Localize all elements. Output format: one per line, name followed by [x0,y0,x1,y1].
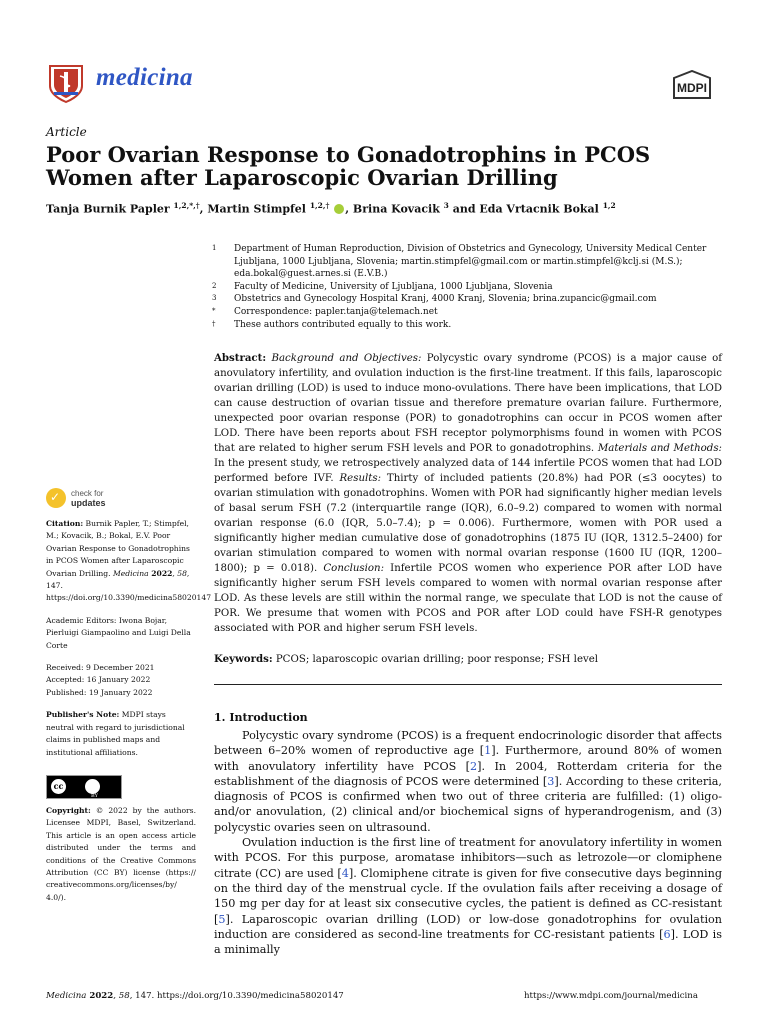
abstract-section-label: Materials and Methods: [597,443,722,454]
affiliation-item [210,293,730,306]
paragraph-text: ]. Clomiphene citrate is given for five consecutive days beginning on the third day of the menstrual cycle. If the ovulation fails after receiving a dosage of 150 mg per day for at least six consecutive cycles, the patient is defined as CC-resistant [ [214,866,722,926]
abstract [214,351,722,636]
by-label: BY [91,792,98,799]
accepted-date: Accepted: 16 January 2022 [46,675,151,685]
check-for-updates-button[interactable]: ✓ check for updates [46,488,136,514]
affiliation-text: Department of Human Reproduction, Division of Obstetrics and Gynecology, University Medical Center Ljubljana, 1000 Ljubljana, Slovenia; martin.stimpfel@gmail.com or martin.stimpfel@kclj.si (M.S.); eda.bokal@guest.arnes.si (E.V.B.) [234,244,707,280]
citation-text: Burnik Papler, T.; Stimpfel, M.; Kovacik, B.; Bokal, E.V. Poor Ovarian Response to Gonadotrophins in PCOS Women after Laparoscopic Ovarian Drilling. [46,519,190,578]
paragraph-text: ]. In 2004, Rotterdam criteria for the establishment of the diagnosis of PCOS were determined [ [214,759,722,788]
check-updates-line1: check for [71,489,104,498]
affiliation-text: These authors contributed equally to this work. [234,319,452,330]
paragraph [214,835,722,957]
footer-volume: , 58 [113,991,130,1001]
citation-label: Citation: [46,519,84,528]
abstract-text: Thirty of included patients (20.8%) had POR (≤3 oocytes) to ovarian stimulation with gonadotrophins. Women with POR had significantly higher median levels of basal serum FSH (7.2 (interquartile range (IQR), 6.0–9.2) compared to women with normal ovarian response (6.0 (IQR, 5.0–7.4); p = 0.006). Furthermore, women with POR used a significantly higher median cumulative dose of gonadotrophins (1875 IU (IQR, 1312.5–2400) for ovarian stimulation compared to women with normal ovarian response (1600 IU (IQR, 1200–1800); p = 0.018). [214,473,722,574]
citation-doi[interactable]: , 147. https://doi.org/10.3390/medicina58020147 [46,568,212,603]
affiliation-text: Faculty of Medicine, University of Ljubljana, 1000 Ljubljana, Slovenia [234,281,553,292]
section-divider [214,684,722,685]
footer-citation [46,991,344,1001]
citation [46,518,212,605]
abstract-section-label: Background and Objectives: [271,353,422,364]
paragraph [214,728,722,835]
affiliation-text: Obstetrics and Gynecology Hospital Kranj, 4000 Kranj, Slovenia; brina.zupancic@gmail.com [234,294,657,305]
paragraph-text: ]. According to these criteria, diagnosis of PCOS is confirmed when two out of three criteria are fulfilled: (1) oligo- and/or anovulation, (2) clinical and/or biochemical signs of hyperandrogenism, and (3) polycystic ovaries seen on ultrasound. [214,774,722,834]
citation-link[interactable]: 6 [663,927,671,941]
author-sup: 1,2,† [309,201,330,210]
published-date: Published: 19 January 2022 [46,687,153,697]
author-name[interactable]: Brina Kovacik [352,202,440,216]
affiliation-text: Correspondence: papler.tanja@telemach.net [234,306,438,317]
article-title: Poor Ovarian Response to Gonadotrophins in PCOS Women after Laparoscopic Ovarian Drilling [46,142,651,190]
paragraph-text: ]. Furthermore, around 80% of women with anovulatory infertility have PCOS [ [214,744,723,773]
copyright-label: Copyright: [46,805,91,815]
copyright-text: © 2022 by the authors. Licensee MDPI, Basel, Switzerland. This article is an open access article distributed under the terms and conditions of the Creative Commons Attribution (CC BY) license (https:// creativecommons.org/licenses/by/ 4.0/). [46,805,196,902]
introduction-body [214,728,722,957]
affiliation-mark: 1 [212,244,217,252]
affiliation-item [210,281,730,294]
citation-link[interactable]: 5 [218,912,226,926]
abstract-section-label: Conclusion: [323,563,385,574]
keywords-label: Keywords: [214,653,273,665]
received-date: Received: 9 December 2021 [46,663,155,673]
affiliation-item [210,306,730,319]
paragraph-text: ]. LOD is a minimally [214,927,722,957]
footer-doi[interactable]: , 147. https://doi.org/10.3390/medicina58020147 [129,991,344,1001]
affiliation-mark: * [212,306,216,315]
author-name[interactable]: Tanja Burnik Papler [46,202,170,216]
author-sup: 1,2 [602,201,616,210]
svg-text:MDPI: MDPI [677,81,707,95]
publisher-note-text: MDPI stays neutral with regard to jurisdictional claims in published maps and institutional affiliations. [46,710,185,757]
mdpi-logo-icon[interactable] [664,70,720,102]
citation-volume: , 58 [172,568,187,578]
academic-editors: Academic Editors: Iwona Bojar, Pierluigi Giampaolino and Luigi Della Corte [46,615,191,650]
author-name[interactable]: Eda Vrtacnik Bokal [479,202,599,216]
citation-year: 2022 [148,568,173,578]
publisher-note-label: Publisher's Note: [46,710,120,720]
orcid-icon[interactable] [334,204,344,214]
check-updates-line2: updates [71,498,106,508]
citation-link[interactable]: 1 [484,744,492,758]
paragraph-text: ]. Laparoscopic ovarian drilling (LOD) or low-dose gonadotrophins for ovulation induction are considered as second-line treatments for CC-resistant patients [ [214,912,722,941]
paragraph-text: Ovulation induction is the first line of treatment for anovulatory infertility in women with PCOS. For this purpose, aromatase inhibitors—such as letrozole—or clomiphene citrate (CC) are used [ [214,836,722,880]
section-heading: 1. Introduction [214,711,308,724]
citation-journal: Medicina [112,568,149,578]
keywords-text: PCOS; laparoscopic ovarian drilling; poor response; FSH level [272,654,599,665]
article-type: Article [46,125,87,139]
footer-year: 2022 [86,991,114,1001]
sidebar [46,518,212,904]
keywords [214,652,722,667]
author-list: Tanja Burnik Papler $^{1,2,*,\dagger}$, Martin Stimpfel $^{1,2,\dagger}$ , Brina Kovacik $^3$ and Eda Vrtacnik Bokal $^{1,2}$ [46,201,616,216]
affiliation-item [210,319,730,332]
abstract-text: Infertile PCOS women who experience POR after LOD have significantly higher serum FSH levels compared to women with normal ovarian response after LOD. As these levels are still within the normal range, we speculate that LOD is not the cause of POR. We presume that women with PCOS and POR after LOD could have FSH-R genotypes associated with POR and higher serum FSH levels. [214,563,722,634]
citation-link[interactable]: 3 [547,774,555,788]
abstract-text: In the present study, we retrospectively analyzed data of 144 infertile PCOS women that had LOD performed before IVF. [214,458,722,484]
affiliations [210,243,730,331]
footer-journal-url[interactable]: https://www.mdpi.com/journal/medicina [524,991,698,1001]
citation-link[interactable]: 4 [341,866,349,880]
abstract-section-label: Results: [339,473,382,484]
affiliation-mark: 3 [212,294,217,303]
journal-name[interactable]: medicina [96,64,193,91]
author-sup: 1,2,*,† [173,201,200,210]
author-name[interactable]: Martin Stimpfel [207,202,306,216]
abstract-text: Polycystic ovary syndrome (PCOS) is a major cause of anovulatory infertility, and ovulation induction is the first-line treatment. If this fails, laparoscopic ovarian drilling (LOD) is used to induce mono-ovulations. There have been implications, that LOD can cause destruction of ovarian tissue and therefore premature ovarian failure. Furthermore, unexpected poor ovarian response (POR) to gonadotrophins can occur in PCOS women after LOD. There have been reports about FSH receptor polymorphisms found in women with PCOS that are related to higher serum FSH levels and POR to gonadotrophins. [214,353,722,454]
journal-logo-icon [48,64,84,104]
paragraph-text: Polycystic ovary syndrome (PCOS) is a frequent endocrinologic disorder that affects between 6–20% women of reproductive age [ [214,729,722,758]
affiliation-mark: 2 [212,281,217,290]
author-sup: 3 [443,201,449,210]
publisher-note [46,709,196,759]
cc-by-license-icon[interactable] [46,775,122,799]
cc-icon: cc [51,779,66,794]
affiliation-item [210,243,730,281]
citation-link[interactable]: 2 [470,759,478,773]
footer-journal: Medicina [46,991,87,1001]
affiliation-mark: † [212,319,216,328]
abstract-label: Abstract: [214,352,267,364]
copyright [46,805,196,904]
